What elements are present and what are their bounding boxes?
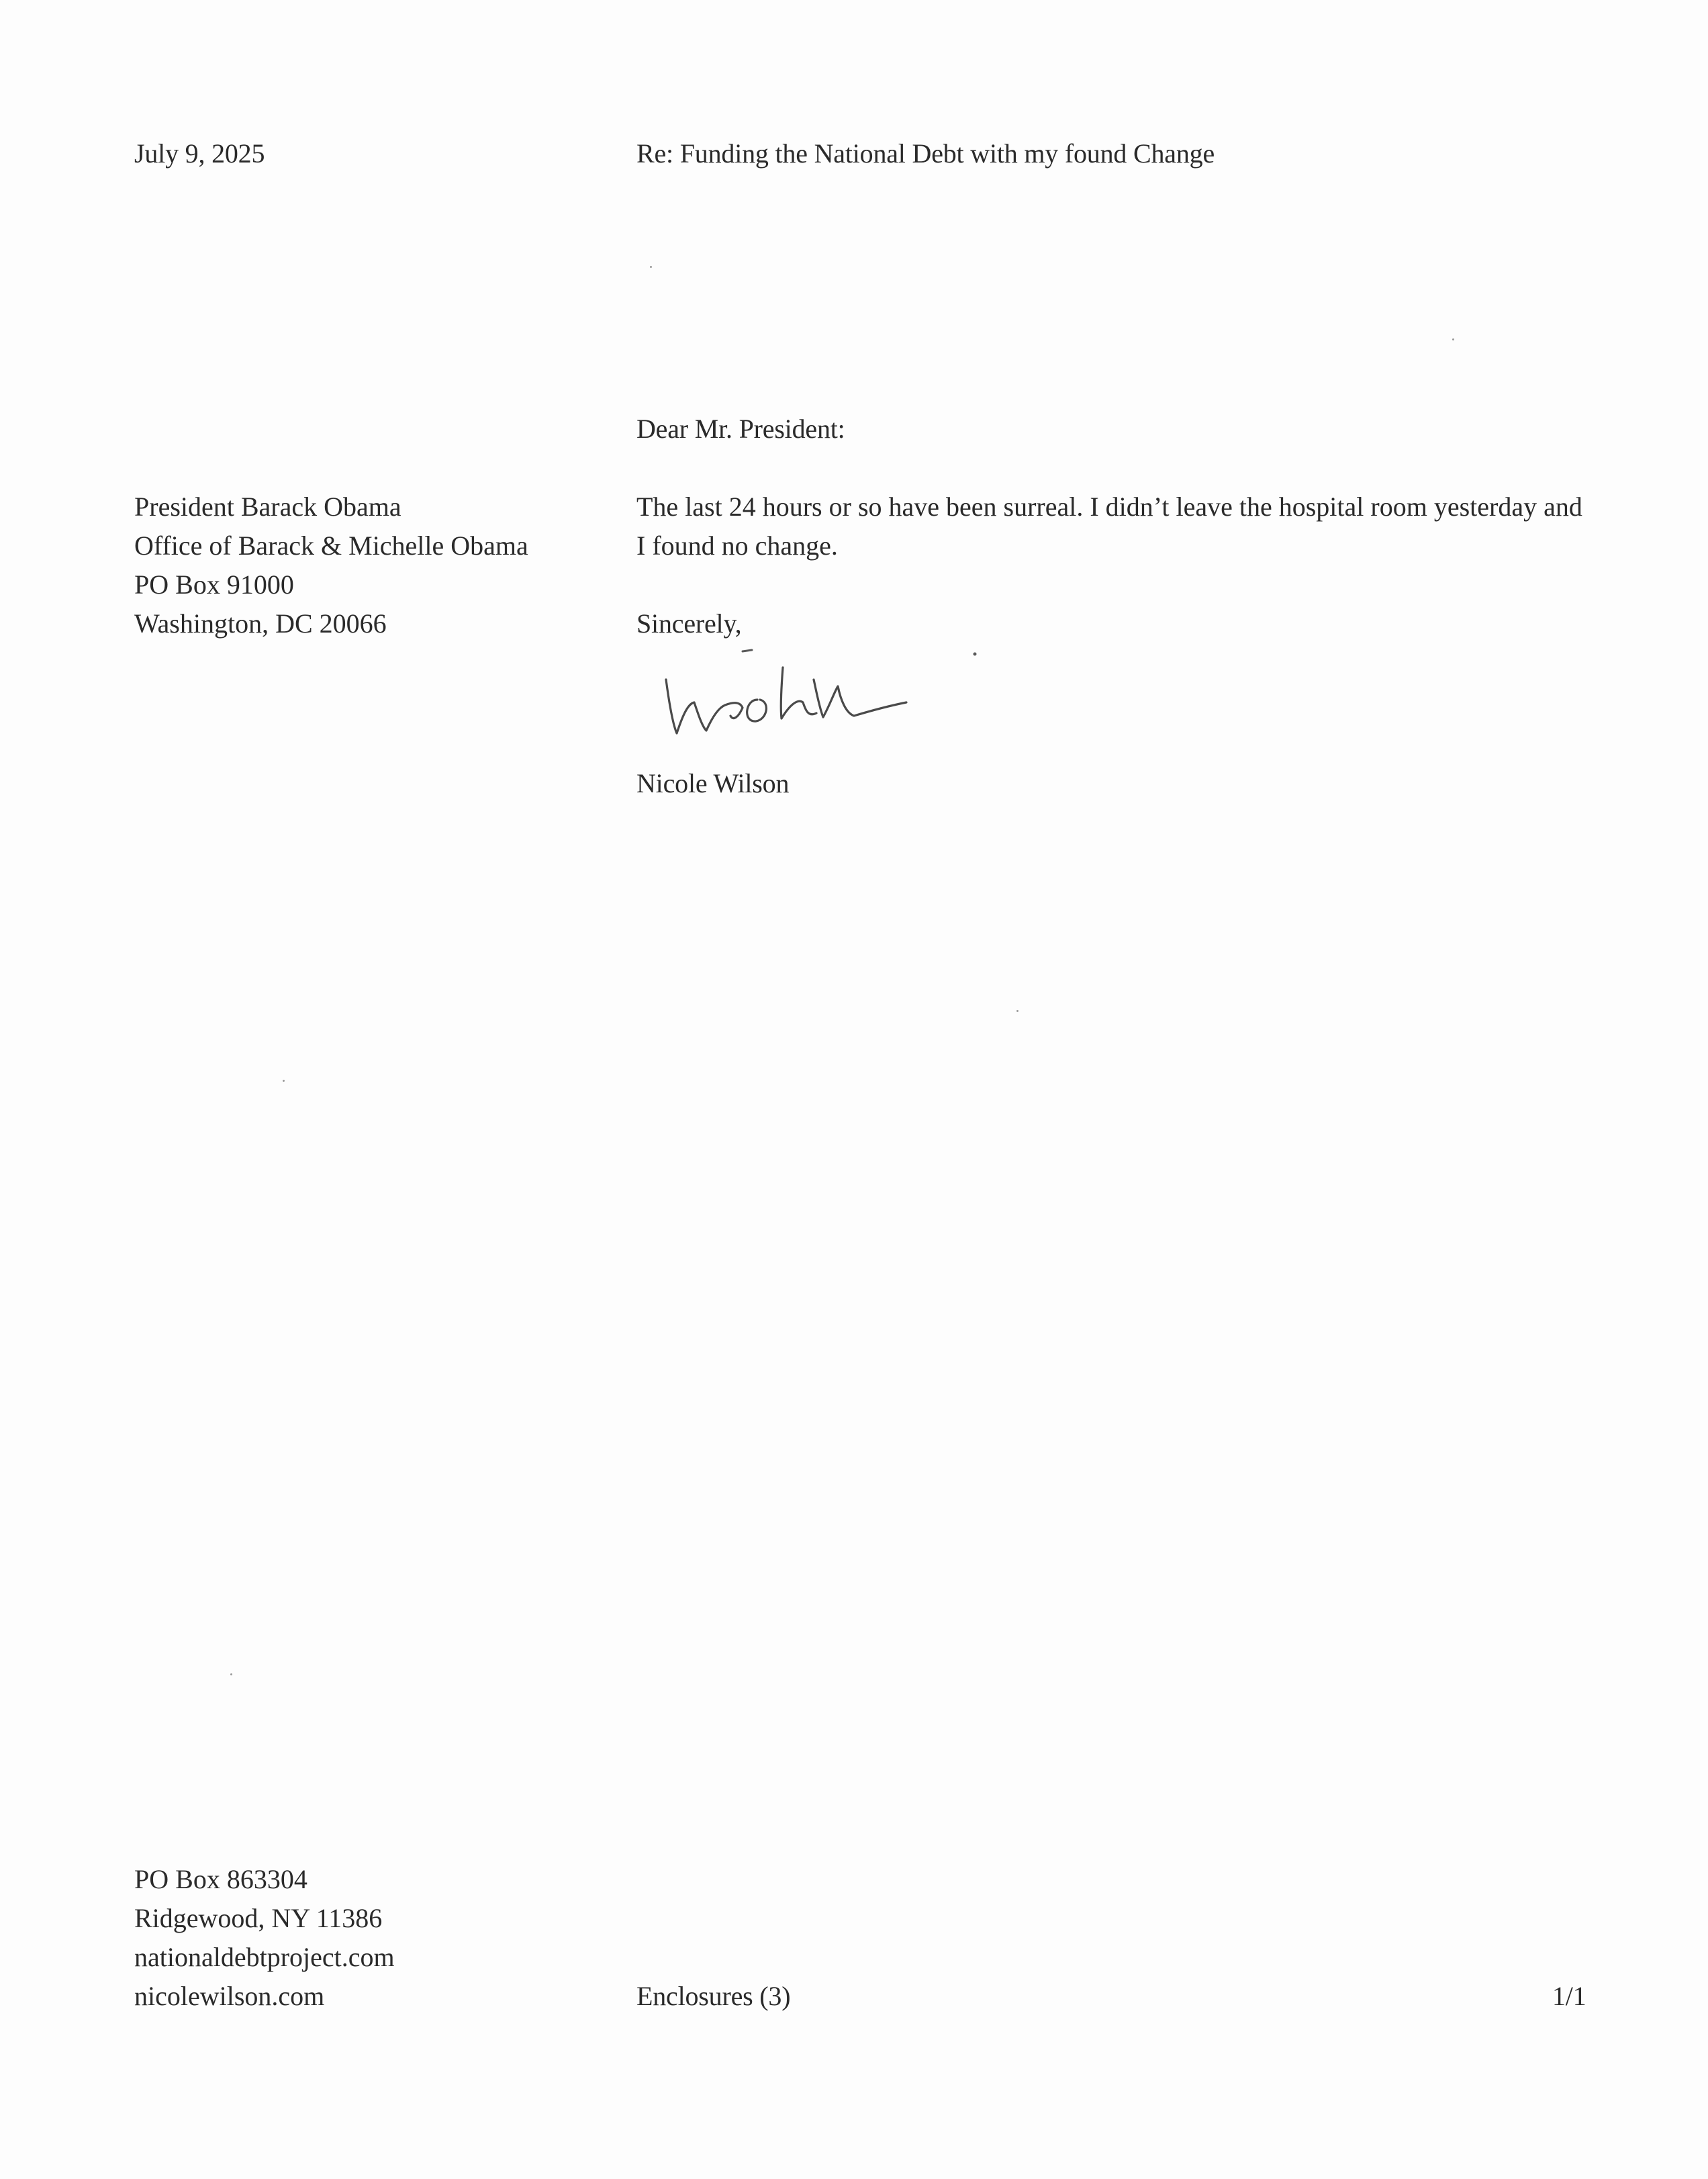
sender-website-link-2[interactable]: nicolewilson.com	[134, 1981, 325, 2011]
scan-speck	[230, 1673, 232, 1675]
signature-drawing	[658, 638, 980, 752]
recipient-name: President Barack Obama	[134, 492, 401, 522]
salutation: Dear Mr. President:	[636, 414, 845, 444]
recipient-address	[134, 488, 528, 643]
recipient-city-state-zip: Washington, DC 20066	[134, 608, 387, 639]
scan-speck	[283, 1080, 285, 1082]
handwritten-signature	[658, 638, 980, 752]
recipient-po-box: PO Box 91000	[134, 569, 294, 600]
sender-website-link[interactable]: nationaldebtproject.com	[134, 1942, 395, 1972]
sender-po-box: PO Box 863304	[134, 1864, 307, 1894]
recipient-office: Office of Barack & Michelle Obama	[134, 530, 528, 561]
letter-date: July 9, 2025	[134, 138, 265, 169]
page-number: 1/1	[1552, 1981, 1586, 2011]
scan-speck	[1016, 1010, 1018, 1012]
enclosures-note: Enclosures (3)	[636, 1981, 791, 2011]
scan-speck	[1452, 338, 1454, 340]
letter-body: The last 24 hours or so have been surreal. I didn’t leave the hospital room yesterday and I found no change.	[636, 492, 1582, 561]
scan-speck	[650, 266, 652, 268]
sender-city-state-zip: Ridgewood, NY 11386	[134, 1903, 383, 1933]
closing: Sincerely,	[636, 608, 742, 639]
sender-info	[134, 1860, 395, 2016]
signer-name: Nicole Wilson	[636, 768, 790, 798]
letter-subject: Re: Funding the National Debt with my found Change	[636, 138, 1215, 169]
